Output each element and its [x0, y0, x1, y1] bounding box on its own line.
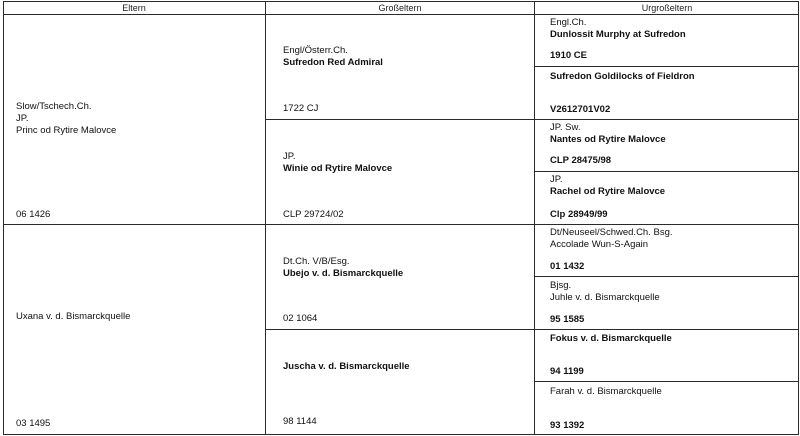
ggp-8-name: Farah v. d. Bismarckquelle — [550, 386, 662, 397]
gp-1-name: Sufredon Red Admiral — [283, 57, 383, 68]
ggp-5-reg: 01 1432 — [550, 261, 585, 272]
ggp-1-titles: Engl.Ch. — [550, 17, 587, 28]
parent-1-titles: Slow/Tschech.Ch. — [16, 101, 92, 112]
ggp-row-divider-1 — [534, 66, 799, 67]
header-grandparents: Großeltern — [378, 3, 422, 13]
ggp-1-reg: 1910 CE — [550, 50, 587, 61]
gp-1-reg: 1722 CJ — [283, 103, 319, 114]
ggp-5-titles: Dt/Neuseel/Schwed.Ch. Bsg. — [550, 227, 673, 238]
top-border — [3, 1, 799, 2]
gp-1-titles: Engl/Österr.Ch. — [283, 45, 348, 56]
bottom-border — [3, 434, 799, 435]
parent-2-reg: 03 1495 — [16, 418, 51, 429]
ggp-3-name: Nantes od Rytire Malovce — [550, 134, 666, 145]
ggp-row-divider-2 — [534, 171, 799, 172]
grandparents-row-divider-2 — [265, 329, 799, 330]
gp-2-reg: CLP 29724/02 — [283, 209, 344, 220]
grandparents-row-divider-1 — [265, 119, 799, 120]
ggp-6-name: Juhle v. d. Bismarckquelle — [550, 292, 660, 303]
ggp-3-titles: JP. Sw. — [550, 122, 581, 133]
gp-2-titles: JP. — [283, 151, 296, 162]
ggp-4-titles: JP. — [550, 174, 563, 185]
parents-row-divider — [3, 224, 799, 225]
gp-4-reg: 98 1144 — [283, 416, 317, 427]
col-divider-1 — [265, 1, 266, 435]
gp-4-name: Juscha v. d. Bismarckquelle — [283, 361, 410, 372]
parent-2-name: Uxana v. d. Bismarckquelle — [16, 311, 131, 322]
ggp-7-name: Fokus v. d. Bismarckquelle — [550, 333, 672, 344]
ggp-row-divider-3 — [534, 276, 799, 277]
header-divider — [3, 14, 799, 15]
ggp-8-reg: 93 1392 — [550, 420, 585, 431]
parent-1-titles-2: JP. — [16, 113, 29, 124]
gp-3-reg: 02 1064 — [283, 313, 318, 324]
gp-3-titles: Dt.Ch. V/B/Esg. — [283, 256, 350, 267]
ggp-7-reg: 94 1199 — [550, 366, 584, 377]
parent-1-name: Princ od Rytire Malovce — [16, 125, 117, 136]
ggp-row-divider-4 — [534, 381, 799, 382]
ggp-2-name: Sufredon Goldilocks of Fieldron — [550, 71, 695, 82]
header-parents: Eltern — [122, 3, 146, 13]
gp-3-name: Ubejo v. d. Bismarckquelle — [283, 268, 404, 279]
parent-1-reg: 06 1426 — [16, 209, 51, 220]
left-border — [3, 1, 4, 435]
ggp-5-name: Accolade Wun-S-Again — [550, 239, 649, 250]
ggp-6-titles: Bjsg. — [550, 280, 572, 291]
header-great-grandparents: Urgroßeltern — [641, 3, 693, 13]
ggp-4-reg: Clp 28949/99 — [550, 209, 608, 220]
ggp-3-reg: CLP 28475/98 — [550, 155, 612, 166]
ggp-1-name: Dunlossit Murphy at Sufredon — [550, 29, 686, 40]
ggp-2-reg: V2612701V02 — [550, 104, 611, 115]
ggp-4-name: Rachel od Rytire Malovce — [550, 186, 666, 197]
ggp-6-reg: 95 1585 — [550, 314, 585, 325]
gp-2-name: Winie od Rytire Malovce — [283, 163, 393, 174]
